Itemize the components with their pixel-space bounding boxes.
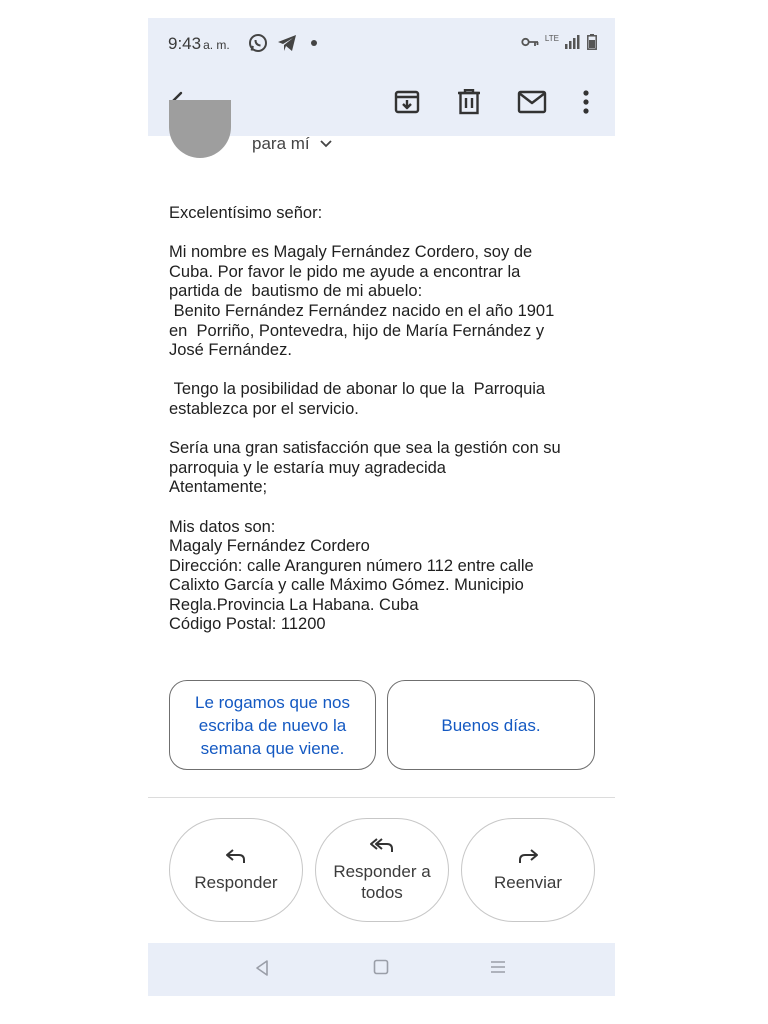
message-line: José Fernández. <box>169 341 292 360</box>
signal-icon <box>565 35 581 49</box>
archive-button[interactable] <box>389 84 425 120</box>
paragraph-gap <box>169 420 599 440</box>
whatsapp-icon <box>248 33 268 53</box>
message-line: establezca por el servicio. <box>169 399 359 418</box>
status-bar <box>148 18 615 70</box>
nav-back-icon[interactable] <box>254 959 270 977</box>
status-right-icons <box>521 34 597 50</box>
smart-reply-chip[interactable]: Buenos días. <box>387 680 595 770</box>
forward-button[interactable] <box>461 818 595 922</box>
recipient-label: para mí <box>252 134 310 153</box>
phone-screen <box>148 18 615 996</box>
battery-icon <box>587 34 597 50</box>
archive-icon <box>394 89 420 115</box>
message-line: Cuba. Por favor le pido me ayude a encontrar la <box>169 262 521 281</box>
system-nav-bar <box>148 943 615 996</box>
reply-all-icon <box>369 837 395 853</box>
recipient-toggle[interactable] <box>252 134 332 154</box>
message-line: en Porriño, Pontevedra, hijo de María Fernández y <box>169 321 545 340</box>
more-options-button[interactable] <box>568 84 604 120</box>
message-line: Código Postal: 11200 <box>169 615 326 634</box>
message-line: Mi nombre es Magaly Fernández Cordero, soy de <box>169 243 533 262</box>
message-line: parroquia y le estaría muy agradecida <box>169 458 446 477</box>
nav-home-icon[interactable] <box>373 959 389 975</box>
delete-icon <box>457 89 481 115</box>
message-line: Regla.Provincia La Habana. Cuba <box>169 595 419 614</box>
smart-replies <box>169 680 595 772</box>
reply-button[interactable] <box>169 818 303 922</box>
lte-label: LTE <box>544 34 559 43</box>
message-line: Atentamente; <box>169 478 268 497</box>
dot-icon <box>310 39 318 47</box>
paragraph-gap <box>169 498 599 518</box>
paragraph-gap <box>169 361 599 381</box>
message-line: Excelentísimo señor: <box>169 204 323 222</box>
mark-unread-icon <box>517 90 547 114</box>
paragraph-gap <box>169 224 599 244</box>
message-line: Tengo la posibilidad de abonar lo que la Parroquia <box>169 380 546 399</box>
message-body <box>169 204 599 635</box>
telegram-icon <box>276 33 298 53</box>
status-time: 9:43 a. m. <box>168 34 230 53</box>
smart-reply-chip[interactable]: Le rogamos que nos escriba de nuevo la semana que viene. <box>169 680 376 770</box>
divider <box>148 797 615 798</box>
reply-actions <box>169 818 595 922</box>
forward-icon <box>517 848 539 864</box>
chevron-down-icon <box>320 140 332 148</box>
forward-label: Reenviar <box>493 872 563 892</box>
more-vert-icon <box>582 90 590 114</box>
mark-unread-button[interactable] <box>514 84 550 120</box>
message-line: Magaly Fernández Cordero <box>169 537 370 556</box>
message-line: Mis datos son: <box>169 517 276 536</box>
message-line: partida de bautismo de mi abuelo: <box>169 282 423 301</box>
reply-icon <box>225 848 247 864</box>
message-line: Sería una gran satisfacción que sea la gestión con su <box>169 439 561 458</box>
nav-recents-icon[interactable] <box>490 959 506 975</box>
reply-all-label: Responder a todos <box>333 862 431 902</box>
message-line: Dirección: calle Aranguren número 112 entre calle <box>169 556 534 575</box>
sender-avatar[interactable] <box>169 100 231 158</box>
message-line: Benito Fernández Fernández nacido en el año 1901 <box>169 301 555 320</box>
reply-label: Responder <box>194 872 278 892</box>
reply-all-button[interactable] <box>315 818 449 922</box>
message-line: Calixto García y calle Máximo Gómez. Municipio <box>169 576 524 595</box>
delete-button[interactable] <box>451 84 487 120</box>
vpn-key-icon <box>521 36 539 48</box>
